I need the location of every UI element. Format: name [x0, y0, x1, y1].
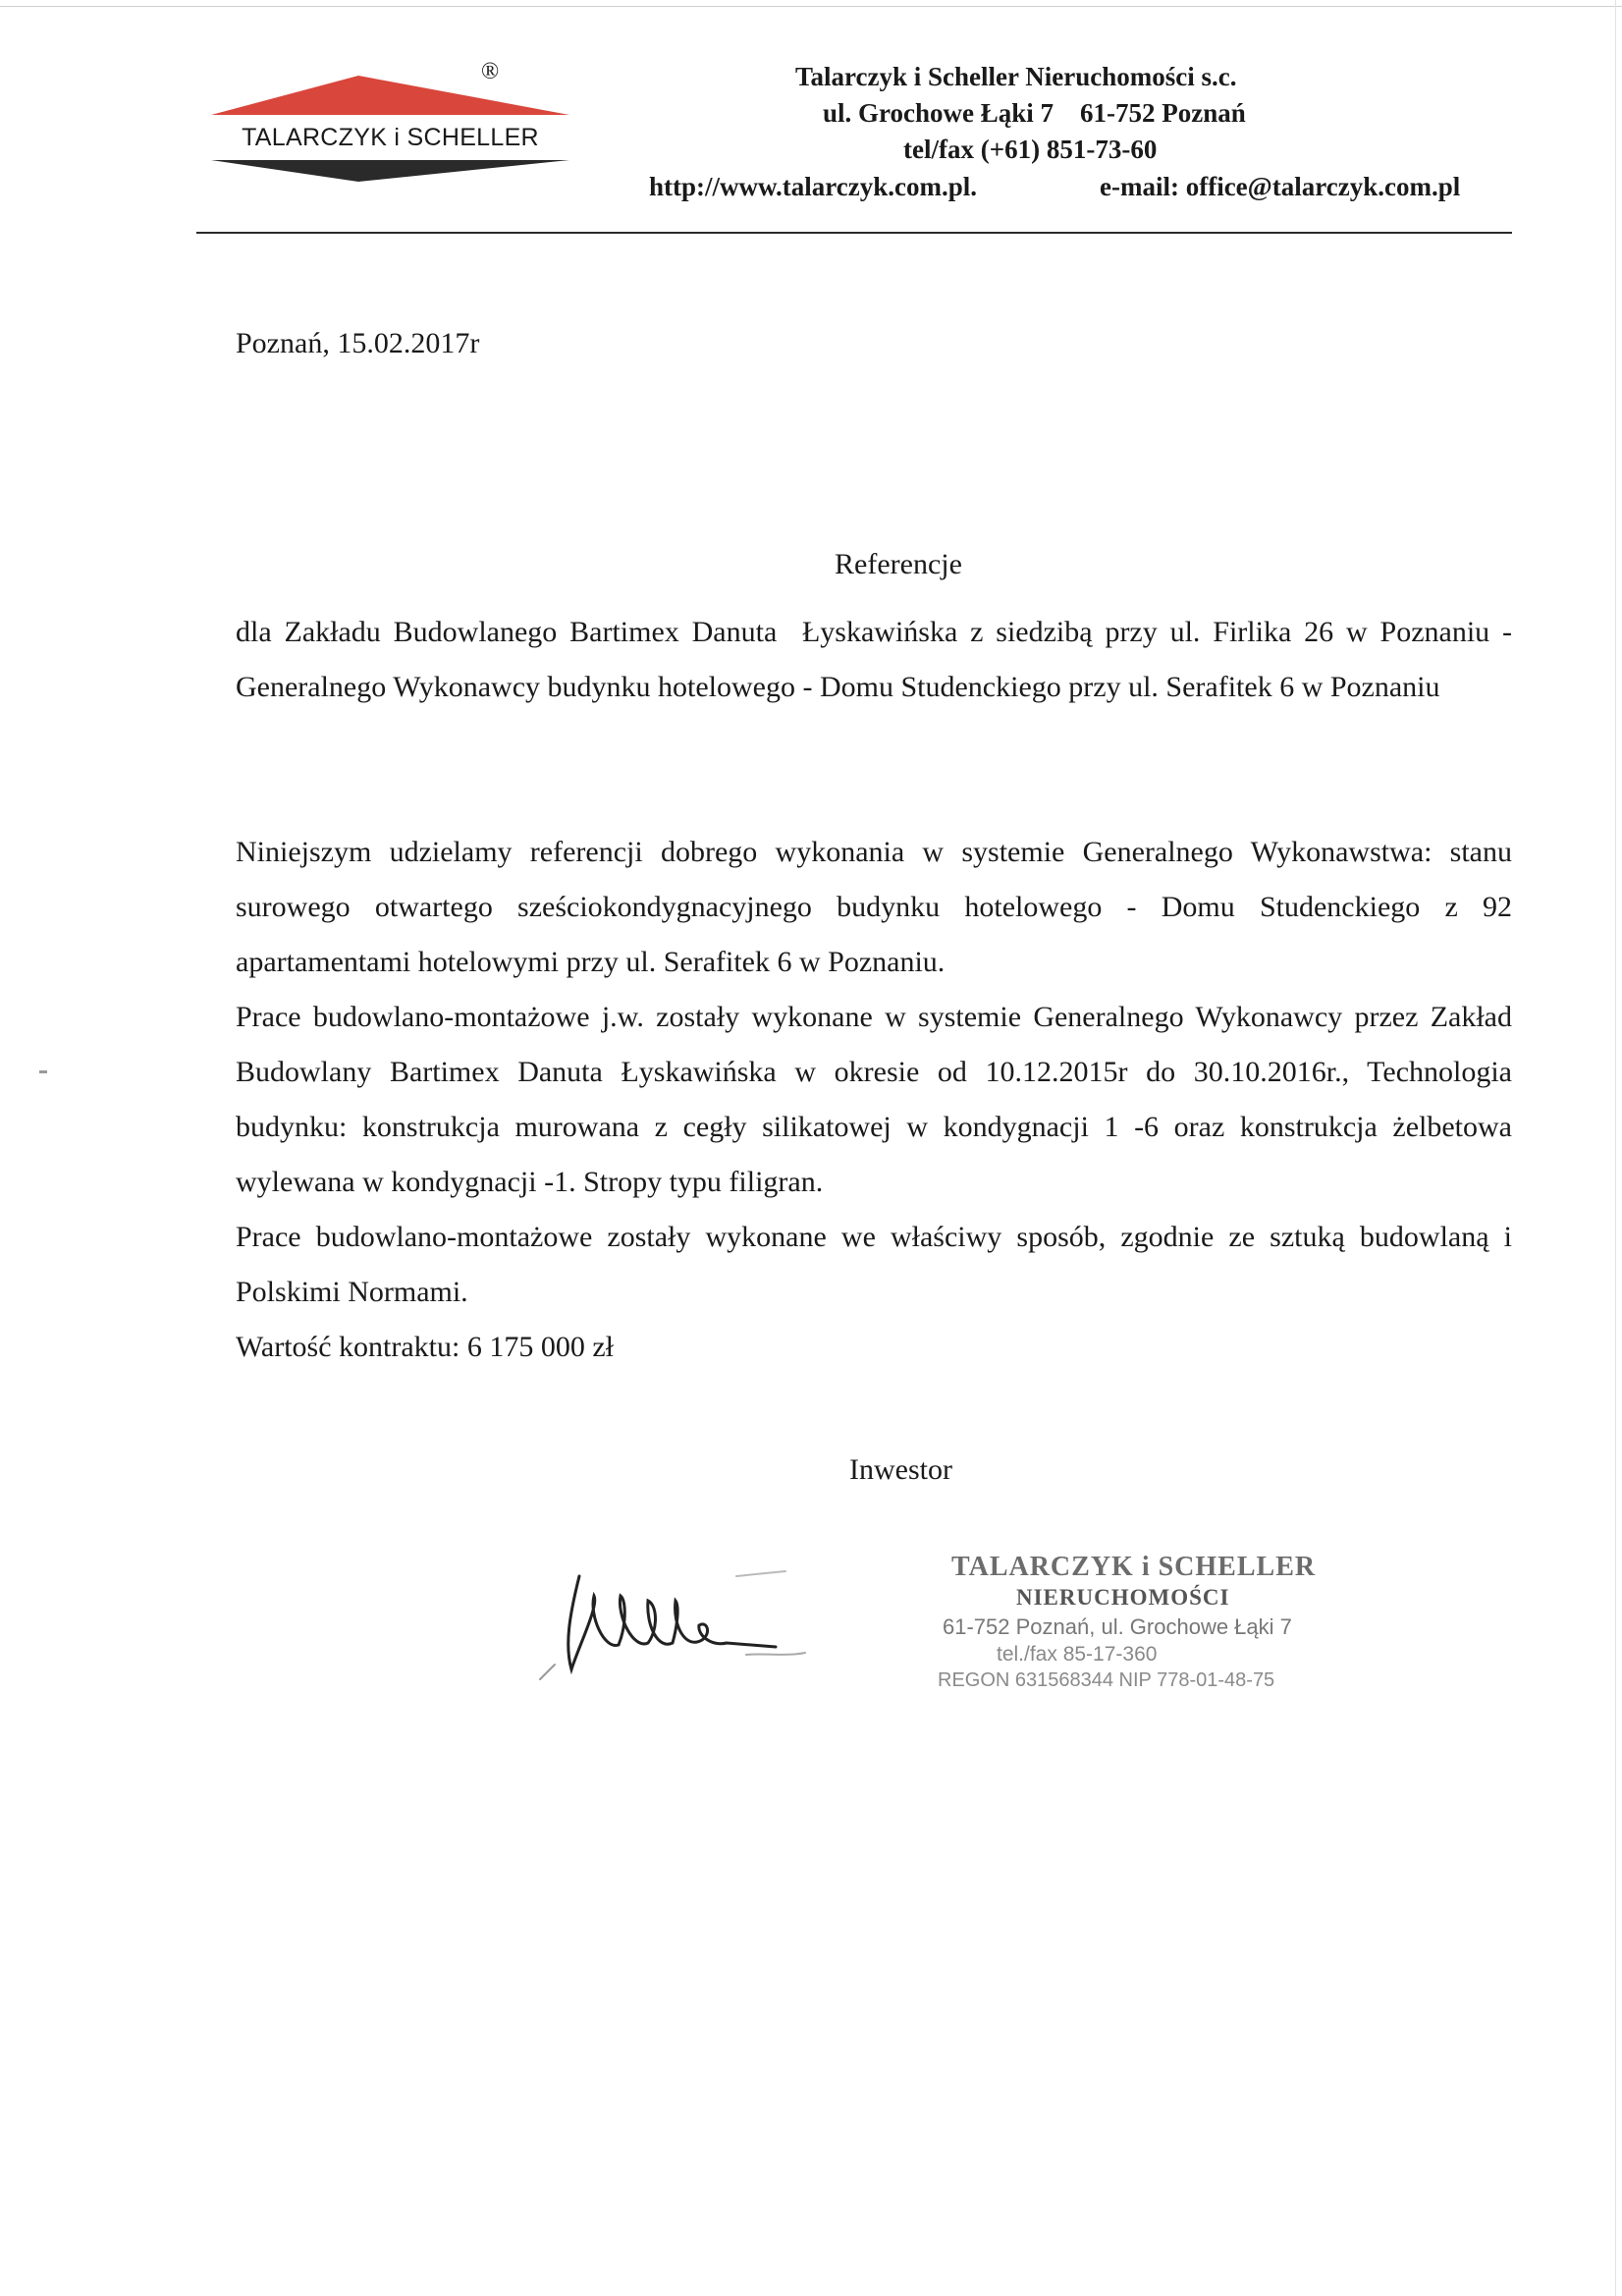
company-logo	[211, 59, 584, 187]
company-email: e-mail: office@talarczyk.com.pl	[1100, 172, 1461, 201]
margin-mark	[39, 1070, 47, 1073]
body-paragraph: Prace budowlano-montażowe j.w. zostały wykonane w systemie Generalnego Wykonawcy przez Zakład Budowlany Bartimex Danuta Łyskawińska w okresie od 10.12.2015r do 30.10.2016r., Technologia budynku: konstrukcja murowana z cegły silikatowej w kondygnacji 1 -6 oraz konstrukcja żelbetowa wylewana w kondygnacji -1. Stropy typu filigran.	[236, 1001, 1512, 1198]
stamp-subtitle: NIERUCHOMOŚCI	[1016, 1585, 1230, 1610]
handwritten-signature	[511, 1557, 835, 1694]
header-divider	[196, 232, 1512, 234]
logo-base	[211, 160, 569, 182]
stamp-registry: REGON 631568344 NIP 778-01-48-75	[938, 1669, 1275, 1691]
logo-graphic	[211, 59, 584, 187]
stamp-phone: tel./fax 85-17-360	[997, 1643, 1158, 1666]
body-paragraph: Prace budowlano-montażowe zostały wykonane we właściwy sposób, zgodnie ze sztuką budowlaną i Polskimi Normami.	[236, 1221, 1512, 1308]
registered-mark: ®	[481, 59, 500, 84]
company-address: ul. Grochowe Łąki 7 61-752 Poznań	[823, 98, 1246, 128]
stamp-company: TALARCZYK i SCHELLER	[951, 1552, 1317, 1582]
logo-roof	[211, 76, 569, 115]
stamp-address: 61-752 Poznań, ul. Grochowe Łąki 7	[943, 1614, 1292, 1639]
company-phone: tel/fax (+61) 851-73-60	[903, 135, 1158, 164]
scan-edge-right	[1615, 0, 1616, 2296]
letter-title: Referencje	[835, 548, 962, 580]
body-paragraph: Niniejszym udzielamy referencji dobrego wykonania w systemie Generalnego Wykonawstwa: stanu surowego otwartego sześciokondygnacyjnego budynku hotelowego - Domu Studenckiego z 92 apartamentami hotelowymi przy ul. Serafitek 6 w Poznaniu.	[236, 836, 1512, 978]
contract-value: Wartość kontraktu: 6 175 000 zł	[236, 1331, 615, 1363]
letter-intro	[236, 605, 1520, 715]
company-website: http://www.talarczyk.com.pl.	[649, 172, 977, 201]
scan-edge-top	[0, 6, 1622, 7]
letter-body	[236, 825, 1512, 1375]
intro-text: dla Zakładu Budowlanego Bartimex Danuta Łyskawińska z siedzibą przy ul. Firlika 26 w Poznaniu - Generalnego Wykonawcy budynku hotelowego - Domu Studenckiego przy ul. Serafitek 6 w Poznaniu	[236, 616, 1520, 703]
place-date: Poznań, 15.02.2017r	[236, 327, 480, 359]
logo-name: TALARCZYK i SCHELLER	[242, 124, 539, 151]
company-name: Talarczyk i Scheller Nieruchomości s.c.	[795, 62, 1237, 91]
signatory-label: Inwestor	[849, 1453, 952, 1486]
